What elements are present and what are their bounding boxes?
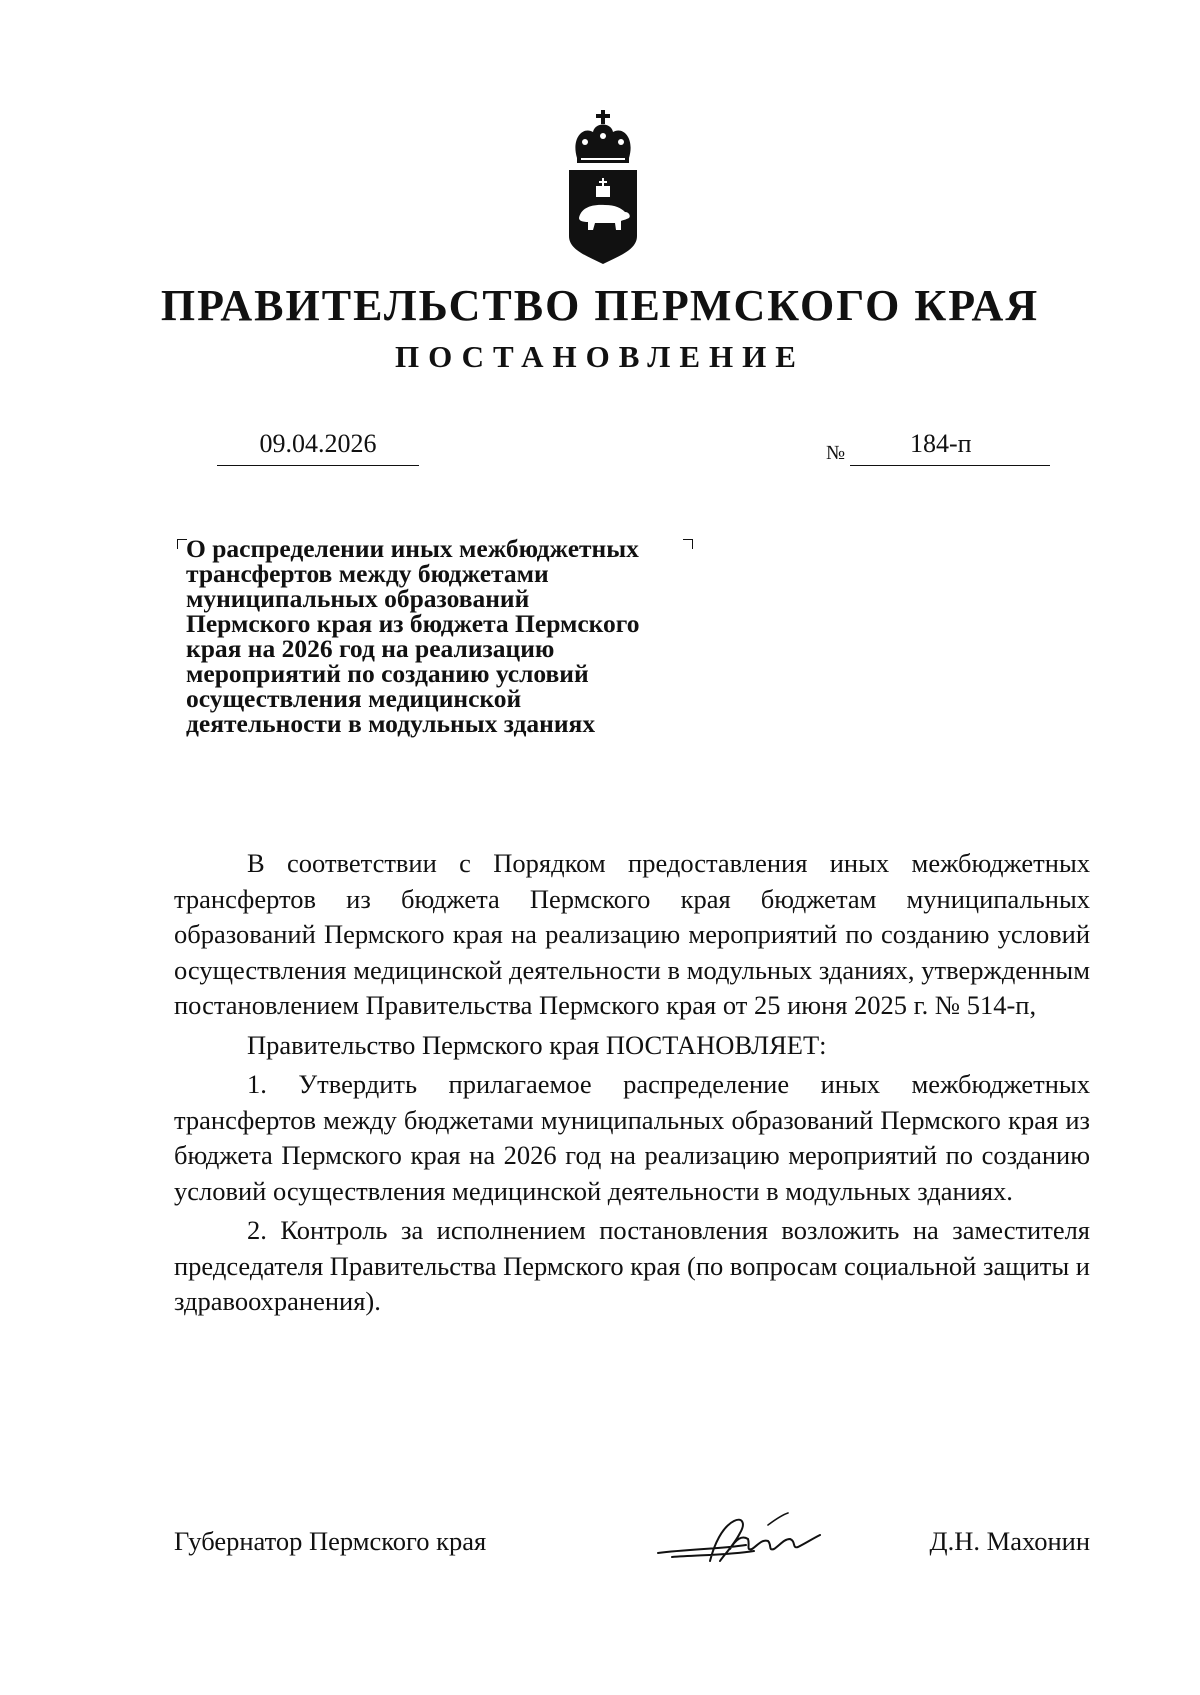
document-type: ПОСТАНОВЛЕНИЕ (395, 339, 805, 374)
item-1-paragraph: 1. Утвердить прилагаемое распределение иных межбюджетных трансфертов между бюджетами муниципальных образований Пермского края из бюджета Пермского края на 2026 год на реализацию мероприятий по созданию условий осуществления медицинской деятельности в модульных зданиях. (174, 1069, 1090, 1206)
document-subject: О распределении иных межбюджетных трансфертов между бюджетами муниципальных образований Пермского края из бюджета Пермского края на 2026 год на реализацию мероприятий по созданию условий осуществления медицинской деятельности в модульных зданиях (186, 534, 640, 738)
item-2-paragraph: 2. Контроль за исполнением постановления возложить на заместителя председателя Правительства Пермского края (по вопросам социальной защиты и здравоохранения). (174, 1215, 1090, 1316)
document-number: 184-п (850, 425, 1050, 466)
coat-of-arms-icon (563, 108, 643, 264)
preamble-paragraph: В соответствии с Порядком предоставления иных межбюджетных трансфертов из бюджета Пермского края бюджетам муниципальных образований Пермского края на реализацию мероприятий по созданию условий осуществления медицинской деятельности в модульных зданиях, утвержденным постановлением Правительства Пермского края от 25 июня 2025 г. № 514-п, (174, 848, 1090, 1020)
resolves-paragraph: Правительство Пермского края ПОСТАНОВЛЯЕТ: (247, 1029, 827, 1060)
document-body (174, 846, 1090, 1324)
signatory-name: Д.Н. Махонин (929, 1526, 1090, 1556)
number-sign: № (826, 442, 846, 464)
handwritten-signature-icon (650, 1505, 840, 1575)
government-title: ПРАВИТЕЛЬСТВО ПЕРМСКОГО КРАЯ (160, 281, 1040, 330)
signature-block (174, 1521, 1090, 1561)
signatory-position: Губернатор Пермского края (174, 1526, 487, 1556)
document-date: 09.04.2026 (217, 425, 419, 466)
